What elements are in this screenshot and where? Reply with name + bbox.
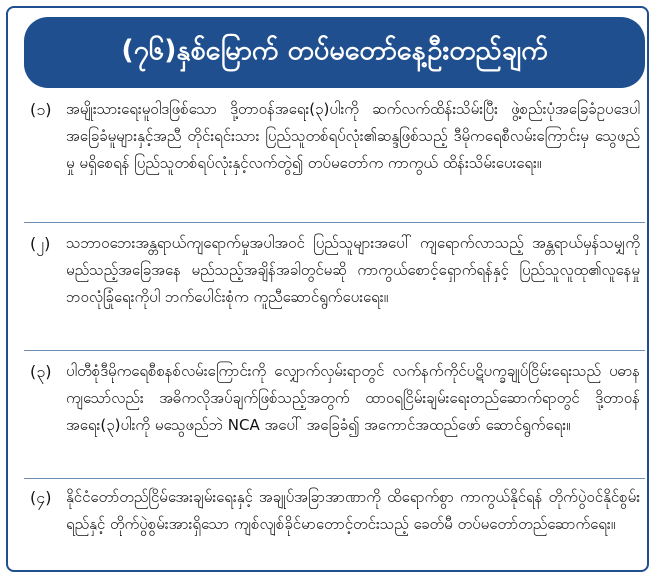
divider — [24, 222, 645, 223]
item-text: သဘာဝဘေးအန္တရာယ်ကျရောက်မှုအပါအဝင် ပြည်သူများအပေါ် ကျရောက်လာသည့် အန္တရာယ်မှန်သမျှကို မည်သည့်အခြေအနေ မည်သည့်အချိန်အခါတွင်မဆို ကာကွယ်စောင့်ရှောက်ရန်နှင့် ပြည်သူလူထု၏လူနေမှုဘဝလုံခြုံရေးကိုပါ ဘက်ပေါင်းစုံက ကူညီဆောင်ရွက်ပေးရေး။ — [66, 234, 640, 306]
item-number: (၃) — [30, 362, 52, 381]
item-text: နိုင်ငံတော်တည်ငြိမ်အေးချမ်းရေးနှင့် အချုပ်အခြာအာဏာကို ထိရောက်စွာ ကာကွယ်နိုင်ရန် တိုက်ပွဲဝင်နိုင်စွမ်းရည်နှင့် တိုက်ပွဲစွမ်းအားရှိသော ကျစ်လျစ်ခိုင်မာတောင့်တင်းသည့် ခေတ်မီ တပ်မတော်တည်ဆောက်ရေး။ — [66, 488, 640, 533]
item-number: (၄) — [30, 488, 52, 507]
page-title: (၇၆)နှစ်မြောက် တပ်မတော်နေ့ဦးတည်ချက် — [121, 34, 548, 66]
item-number: (၂) — [30, 234, 51, 253]
list-item-2 — [30, 230, 640, 311]
list-item-3 — [30, 358, 640, 439]
divider — [24, 478, 645, 479]
item-text: အမျိုးသားရေးမူဝါဒဖြစ်သော ဒို့တာဝန်အရေး(၃)ပါးကို ဆက်လက်ထိန်းသိမ်းပြီး ဖွဲ့စည်းပုံအခြေခံဥပဒေပါ အခြေခံမူများနှင့်အညီ တိုင်းရင်းသား ပြည်သူတစ်ရပ်လုံး၏ဆန္ဒဖြစ်သည့် ဒီမိုကရေစီလမ်းကြောင်းမှ သွေဖည်မှု မရှိစေရန် ပြည်သူတစ်ရပ်လုံးနှင့်လက်တွဲ၍ တပ်မတော်က ကာကွယ် ထိန်းသိမ်းပေးရေး။ — [66, 100, 640, 172]
item-number: (၁) — [30, 100, 52, 119]
list-item-1 — [30, 96, 640, 177]
list-item-4 — [30, 484, 640, 538]
title-banner — [24, 17, 645, 88]
item-text: ပါတီစုံဒီမိုကရေစီစနစ်လမ်းကြောင်းကို လျှောက်လှမ်းရာတွင် လက်နက်ကိုင်ပဋိပက္ခချုပ်ငြိမ်းရေးသည် ပဓာနကျသော်လည်း အဓိကလိုအပ်ချက်ဖြစ်သည့်အတွက် ထာဝရငြိမ်းချမ်းရေးတည်ဆောက်ရာတွင် ဒို့တာဝန်အရေး(၃)ပါးကို မသွေဖည်ဘဲ NCA အပေါ် အခြေခံ၍ အကောင်အထည်ဖော် ဆောင်ရွက်ရေး။ — [66, 362, 640, 434]
divider — [24, 350, 645, 351]
document-frame — [6, 6, 649, 572]
